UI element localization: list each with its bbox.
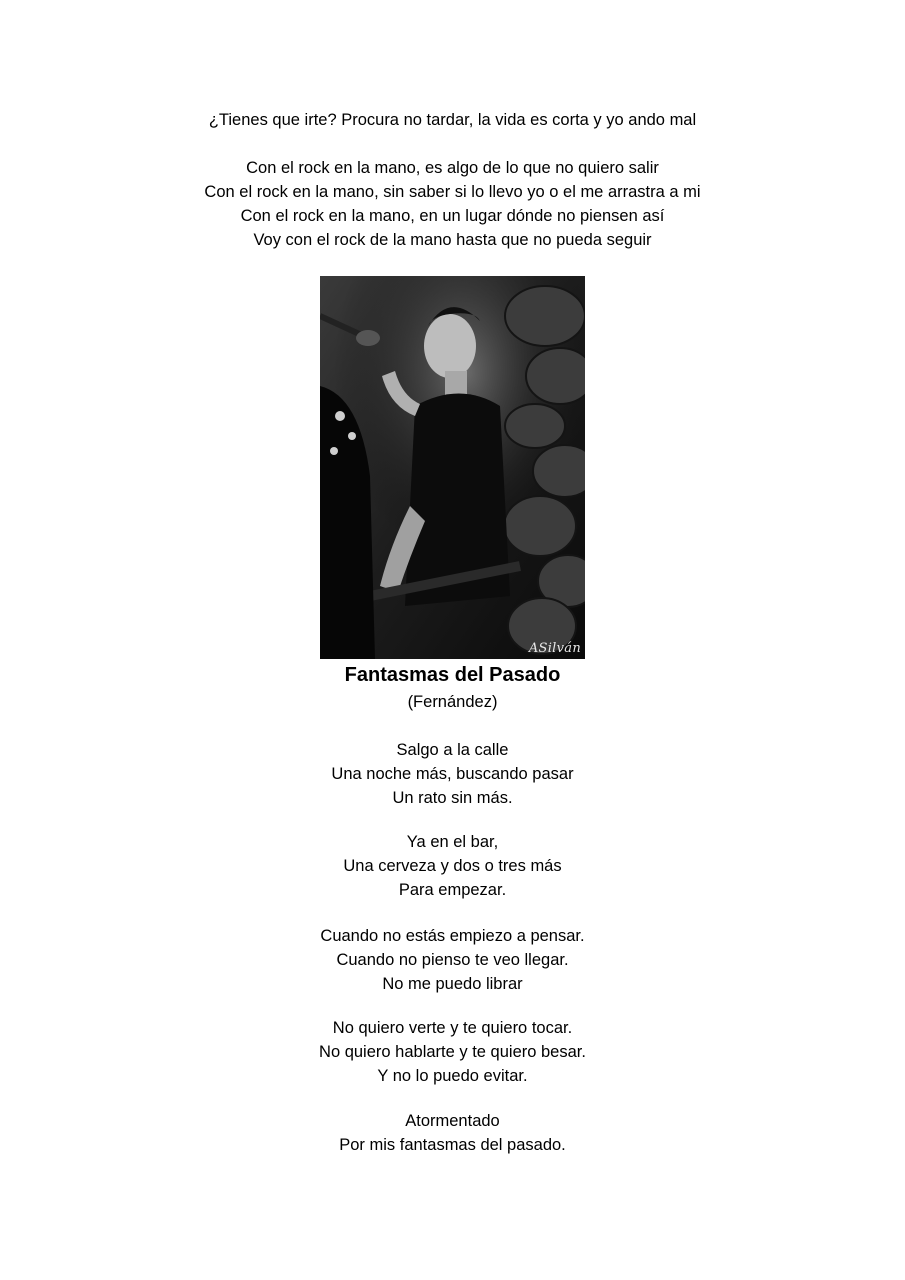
lyric-line: Por mis fantasmas del pasado. [339,1136,566,1154]
lyric-line: Atormentado [405,1112,500,1130]
photo-credit: ASilván [528,641,581,656]
lyric-line: Y no lo puedo evitar. [377,1067,528,1085]
lyric-line: No quiero verte y te quiero tocar. [332,1019,573,1037]
musician-photo [320,276,585,659]
lyric-line: No quiero hablarte y te quiero besar. [319,1043,586,1061]
lyric-line: Cuando no pienso te veo llegar. [336,951,569,969]
lyric-line: Una cerveza y dos o tres más [343,857,562,875]
song-author: (Fernández) [407,693,498,711]
lyric-line: No me puedo librar [382,975,523,993]
intro-line: Voy con el rock de la mano hasta que no pueda seguir [253,231,652,249]
lyric-line: Para empezar. [398,881,507,899]
lyric-line: Cuando no estás empiezo a pensar. [320,927,585,945]
photo-musician-singing-icon [320,276,585,659]
intro-line: Con el rock en la mano, sin saber si lo llevo yo o el me arrastra a mi [204,183,701,201]
song-title: Fantasmas del Pasado [344,664,561,686]
lyric-line: Ya en el bar, [406,833,499,851]
intro-line: Con el rock en la mano, en un lugar dónde no piensen así [240,207,665,225]
intro-line: ¿Tienes que irte? Procura no tardar, la vida es corta y yo ando mal [208,111,697,129]
lyric-line: Salgo a la calle [396,741,509,759]
lyric-line: Una noche más, buscando pasar [331,765,574,783]
lyric-line: Un rato sin más. [392,789,513,807]
intro-line: Con el rock en la mano, es algo de lo que no quiero salir [246,159,659,177]
